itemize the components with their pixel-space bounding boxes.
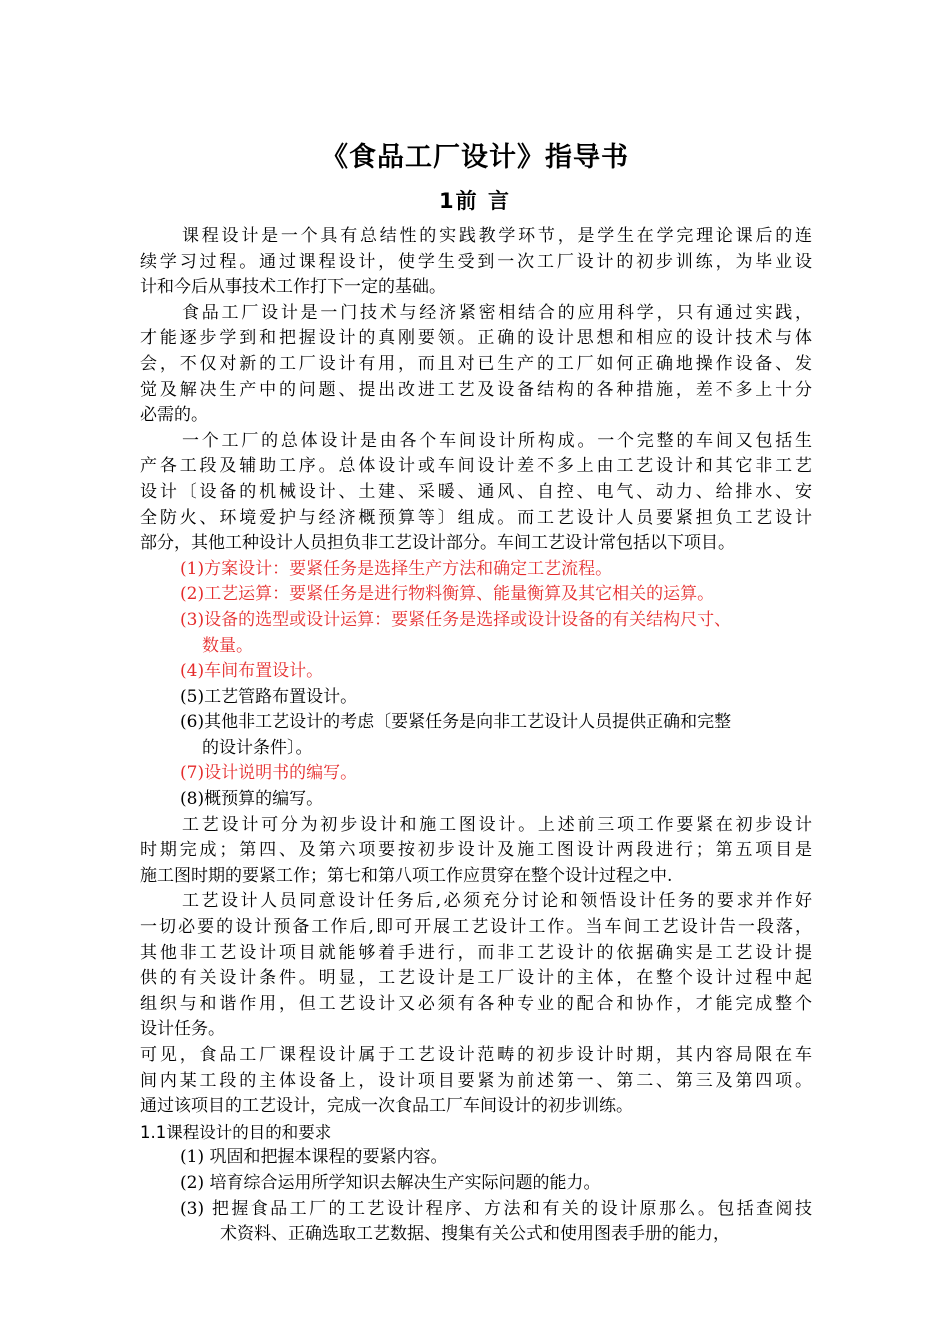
paragraph-line: 间内某工段的主体设备上，设计项目要紧为前述第一、第二、第三及第四项。 xyxy=(140,1070,812,1091)
paragraph-line: 设计任务。 xyxy=(140,1019,225,1040)
paragraph-line: 全防火、环境爱护与经济概预算等〕组成。而工艺设计人员要紧担负工艺设计 xyxy=(140,507,812,528)
paragraph-line: 计和今后从事技术工作打下一定的基础。 xyxy=(140,277,446,298)
paragraph-line: 一切必要的设计预备工作后,即可开展工艺设计工作。当车间工艺设计告一段落， xyxy=(140,917,812,938)
paragraph-line: 供的有关设计条件。明显，工艺设计是工厂设计的主体，在整个设计过程中起 xyxy=(140,968,812,989)
list-item: (3)设备的选型或设计运算：要紧任务是选择或设计设备的有关结构尺寸、 xyxy=(180,609,732,630)
section-heading: 1前 言 xyxy=(439,189,511,213)
paragraph-line: 工艺设计人员同意设计任务后,必须充分讨论和领悟设计任务的要求并作好 xyxy=(182,891,812,912)
paragraph-line: 时期完成；第四、及第六项要按初步设计及施工图设计两段进行；第五项目是 xyxy=(140,840,812,861)
paragraph-line: 一个工厂的总体设计是由各个车间设计所构成。一个完整的车间又包括生 xyxy=(182,430,812,451)
subsection-heading: 1.1课程设计的目的和要求 xyxy=(140,1122,332,1142)
paragraph-line: 设计〔设备的机械设计、土建、采暖、通风、自控、电气、动力、给排水、安 xyxy=(140,481,812,502)
list-item: (2)工艺运算：要紧任务是进行物料衡算、能量衡算及其它相关的运算。 xyxy=(180,584,715,605)
document-title: 《食品工厂设计》指导书 xyxy=(321,142,629,173)
list-item: (6)其他非工艺设计的考虑〔要紧任务是向非工艺设计人员提供正确和完整 xyxy=(180,712,732,733)
paragraph-line: 产各工段及辅助工序。总体设计或车间设计差不多上由工艺设计和其它非工艺 xyxy=(140,456,812,477)
list-item: (3) 把握食品工厂的工艺设计程序、方法和有关的设计原那么。包括查阅技 xyxy=(180,1198,812,1219)
list-item: (1)方案设计：要紧任务是选择生产方法和确定工艺流程。 xyxy=(180,558,613,579)
paragraph-line: 通过该项目的工艺设计，完成一次食品工厂车间设计的初步训练。 xyxy=(140,1096,633,1117)
paragraph-line: 其他非工艺设计项目就能够着手进行，而非工艺设计的依据确实是工艺设计提 xyxy=(140,942,812,963)
list-item: (1) 巩固和把握本课程的要紧内容。 xyxy=(180,1147,448,1168)
list-item-continuation: 的设计条件〕。 xyxy=(202,737,313,758)
paragraph-line: 觉及解决生产中的问题、提出改进工艺及设备结构的各种措施，差不多上十分 xyxy=(140,379,812,400)
paragraph-line: 续学习过程。通过课程设计，使学生受到一次工厂设计的初步训练，为毕业设 xyxy=(140,251,812,272)
paragraph-line: 部分，其他工种设计人员担负非工艺设计部分。车间工艺设计常包括以下项目。 xyxy=(140,533,735,554)
paragraph-line: 组织与和谐作用，但工艺设计又必须有各种专业的配合和协作，才能完成整个 xyxy=(140,993,812,1014)
paragraph-line: 可见，食品工厂课程设计属于工艺设计范畴的初步设计时期，其内容局限在车 xyxy=(140,1045,812,1065)
list-item: (5)工艺管路布置设计。 xyxy=(180,686,358,707)
list-item: (8)概预算的编写。 xyxy=(180,789,324,810)
list-item: (4)车间布置设计。 xyxy=(180,661,324,682)
paragraph-line: 施工图时期的要紧工作；第七和第八项工作应贯穿在整个设计过程之中. xyxy=(140,865,673,886)
paragraph-line: 必需的。 xyxy=(140,405,208,426)
list-item: (7)设计说明书的编写。 xyxy=(180,763,358,784)
paragraph-line: 课程设计是一个具有总结性的实践教学环节，是学生在学完理论课后的连 xyxy=(182,226,812,246)
paragraph-line: 工艺设计可分为初步设计和施工图设计。上述前三项工作要紧在初步设计 xyxy=(182,814,812,835)
list-item: (2) 培育综合运用所学知识去解决生产实际问题的能力。 xyxy=(180,1172,601,1193)
list-item-continuation: 术资料、正确选取工艺数据、搜集有关公式和使用图表手册的能力， xyxy=(220,1224,730,1245)
list-item-continuation: 数量。 xyxy=(202,635,253,656)
paragraph-line: 会，不仅对新的工厂设计有用，而且对已生产的工厂如何正确地操作设备、发 xyxy=(140,353,812,374)
paragraph-line: 食品工厂设计是一门技术与经济紧密相结合的应用科学，只有通过实践， xyxy=(182,302,812,323)
paragraph-line: 才能逐步学到和把握设计的真刚要领。正确的设计思想和相应的设计技术与体 xyxy=(140,328,812,349)
body-text xyxy=(140,224,812,1248)
